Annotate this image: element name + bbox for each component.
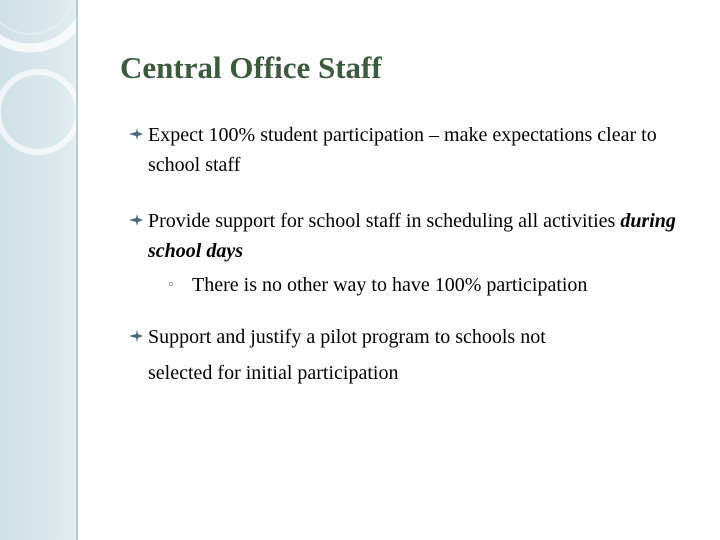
sparkle-arrow-icon <box>128 127 144 141</box>
sub-bullet-item <box>148 270 698 300</box>
bullet-text: Provide support for school staff in scheduling all activities <box>148 210 621 232</box>
decorative-sidebar <box>0 0 78 540</box>
bullet-item <box>128 322 698 388</box>
bullet-text: Expect 100% student participation – make expectations clear to school staff <box>148 124 657 176</box>
emphasis-text: during school days <box>148 210 676 262</box>
slide-title: Central Office Staff <box>120 50 382 85</box>
sub-bullet-text: There is no other way to have 100% participation <box>192 274 588 296</box>
sub-bullet-marker: ◦ <box>168 276 174 293</box>
bullet-list <box>128 120 698 388</box>
sparkle-arrow-icon <box>128 213 144 227</box>
bullet-item <box>128 206 698 300</box>
sidebar-edge <box>76 0 78 540</box>
bullet-text: Support and justify a pilot program to schools not <box>148 326 546 348</box>
decorative-rings-icon <box>0 0 78 540</box>
bullet-text-continued: selected for initial participation <box>148 362 399 384</box>
bullet-item <box>128 120 698 180</box>
sparkle-arrow-icon <box>128 329 144 343</box>
